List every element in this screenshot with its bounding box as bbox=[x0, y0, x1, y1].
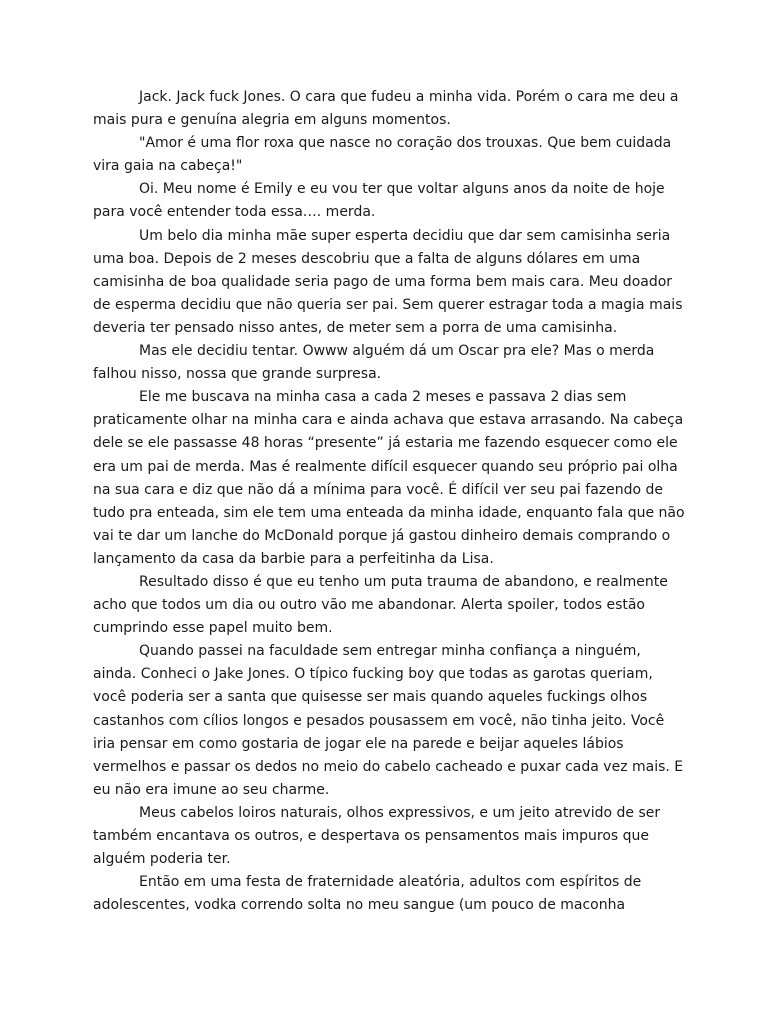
paragraph-1: Jack. Jack fuck Jones. O cara que fudeu a minha vida. Porém o cara me deu a mais pura e genuína alegria em alguns momentos. bbox=[93, 89, 679, 129]
document-body bbox=[93, 86, 685, 917]
paragraph-6: Ele me buscava na minha casa a cada 2 meses e passava 2 dias sem praticamente olhar na minha cara e ainda achava que estava arrasando. Na cabeça dele se ele passasse 48 horas “presente” já estaria me fazendo esquecer como ele era um pai de merda. Mas é realmente difícil esquecer quando seu próprio pai olha na sua cara e diz que não dá a mínima para você. É difícil ver seu pai fazendo de tudo pra enteada, sim ele tem uma enteada da minha idade, enquanto fala que não vai te dar um lanche do McDonald porque já gastou dinheiro demais comprando o lançamento da casa da barbie para a perfeitinha da Lisa. bbox=[93, 389, 685, 567]
paragraph-5: Mas ele decidiu tentar. Owww alguém dá um Oscar pra ele? Mas o merda falhou nisso, nossa que grande surpresa. bbox=[93, 343, 655, 383]
paragraph-2: "Amor é uma flor roxa que nasce no coração dos trouxas. Que bem cuidada vira gaia na cabeça!" bbox=[93, 135, 672, 175]
paragraph-3: Oi. Meu nome é Emily e eu vou ter que voltar alguns anos da noite de hoje para você entender toda essa…. merda. bbox=[93, 181, 665, 221]
paragraph-7: Resultado disso é que eu tenho um puta trauma de abandono, e realmente acho que todos um dia ou outro vão me abandonar. Alerta spoiler, todos estão cumprindo esse papel muito bem. bbox=[93, 573, 668, 637]
paragraph-10: Então em uma festa de fraternidade aleatória, adultos com espíritos de adolescentes, vodka correndo solta no meu sangue (um pouco de maconha bbox=[93, 874, 642, 914]
paragraph-8: Quando passei na faculdade sem entregar minha confiança a ninguém, ainda. Conheci o Jake Jones. O típico fucking boy que todas as garotas queriam, você poderia ser a santa que quisesse ser mais quando aqueles fuckings olhos castanhos com cílios longos e pesados pousassem em você, não tinha jeito. Você iria pensar em como gostaria de jogar ele na parede e beijar aqueles lábios vermelhos e passar os dedos no meio do cabelo cacheado e puxar cada vez mais. E eu não era imune ao seu charme. bbox=[93, 643, 684, 798]
paragraph-4: Um belo dia minha mãe super esperta decidiu que dar sem camisinha seria uma boa. Depois de 2 meses descobriu que a falta de alguns dólares em uma camisinha de boa qualidade seria pago de uma forma bem mais cara. Meu doador de esperma decidiu que não queria ser pai. Sem querer estragar toda a magia mais deveria ter pensado nisso antes, de meter sem a porra de uma camisinha. bbox=[93, 227, 683, 336]
paragraph-9: Meus cabelos loiros naturais, olhos expressivos, e um jeito atrevido de ser também encantava os outros, e despertava os pensamentos mais impuros que alguém poderia ter. bbox=[93, 804, 661, 868]
